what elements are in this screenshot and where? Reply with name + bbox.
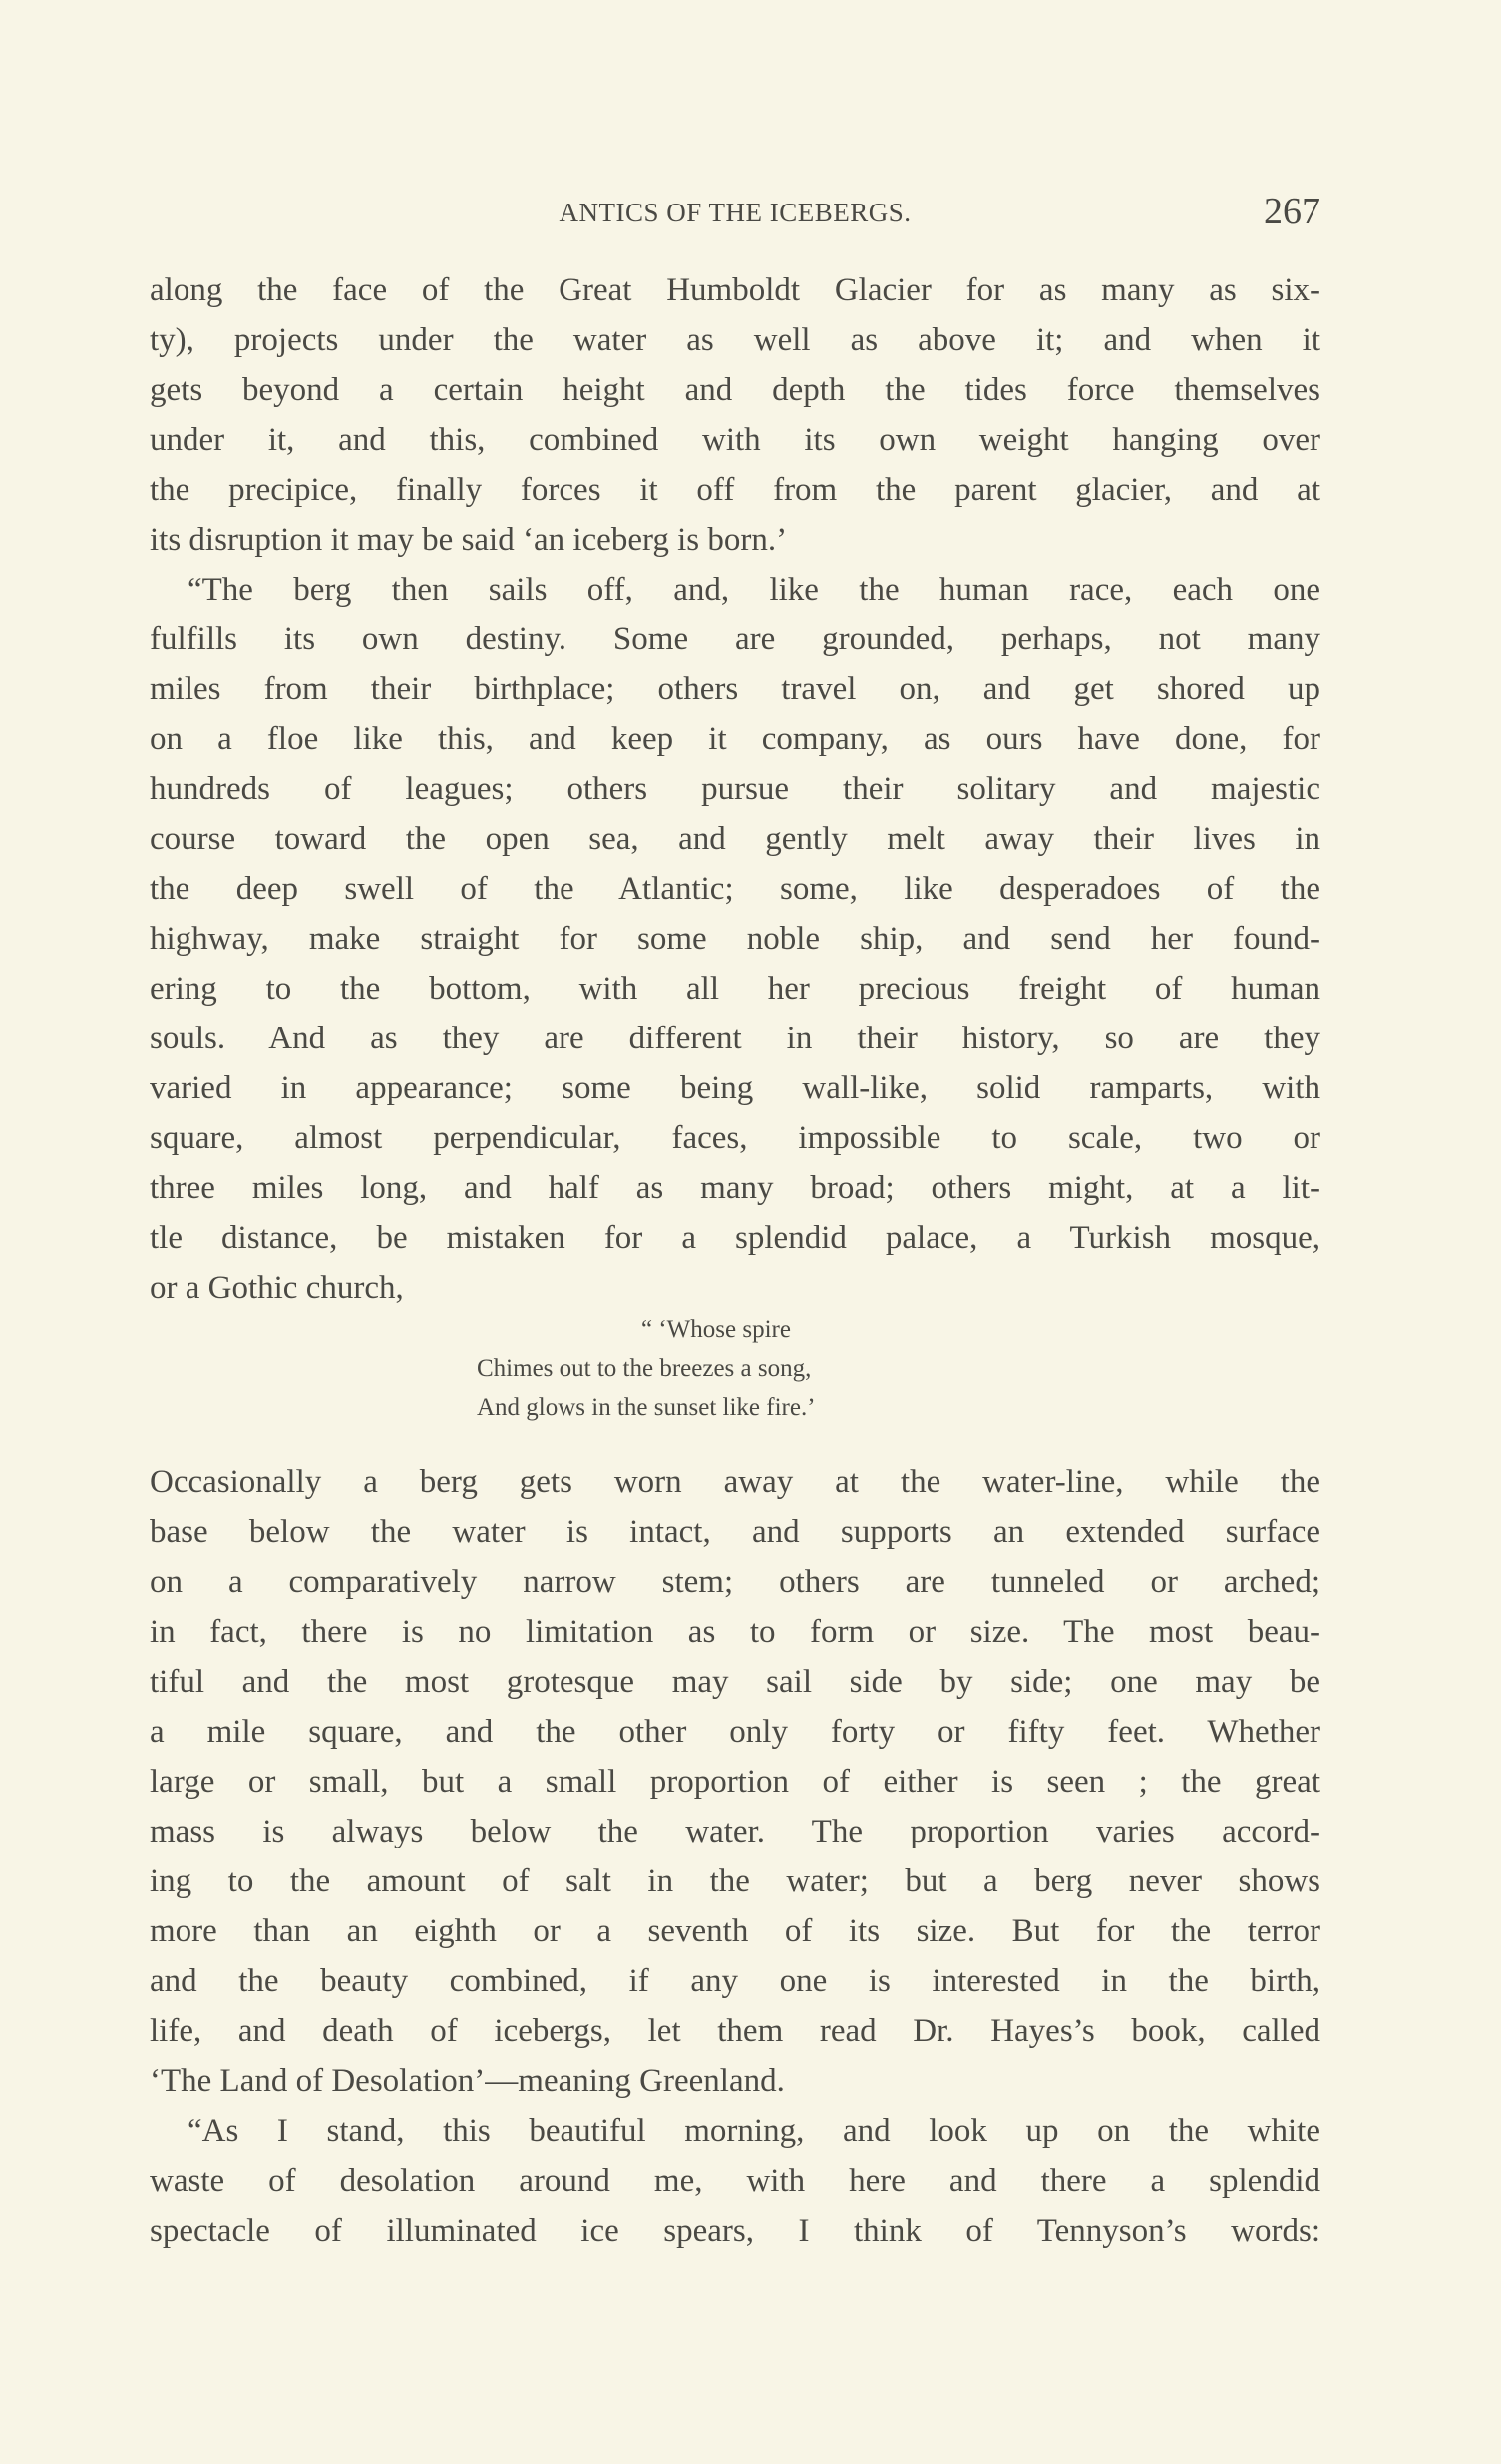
text-line: a mile square, and the other only forty or fifty feet. Whether: [150, 1714, 1320, 1750]
text-line: and the beauty combined, if any one is interested in the birth,: [150, 1963, 1320, 1999]
text-line: on a floe like this, and keep it company, as ours have done, for: [150, 721, 1320, 757]
text-line: “As I stand, this beautiful morning, and look up on the white: [188, 2113, 1320, 2149]
text-line: on a comparatively narrow stem; others are tunneled or arched;: [150, 1564, 1320, 1600]
text-line: mass is always below the water. The proportion varies accord-: [150, 1814, 1320, 1849]
text-line: ering to the bottom, with all her precious freight of human: [150, 971, 1320, 1007]
text-line: the precipice, finally forces it off from the parent glacier, and at: [150, 472, 1320, 508]
page-number: 267: [1264, 191, 1320, 232]
running-title: ANTICS OF THE ICEBERGS.: [559, 198, 912, 227]
text-line: life, and death of icebergs, let them read Dr. Hayes’s book, called: [150, 2013, 1320, 2049]
text-line: waste of desolation around me, with here and there a splendid: [150, 2163, 1320, 2199]
poem-line: Chimes out to the breezes a song,: [477, 1355, 812, 1382]
text-line: tiful and the most grotesque may sail side by side; one may be: [150, 1664, 1320, 1700]
body-text-block-1: [150, 265, 1320, 1313]
text-line: base below the water is intact, and supports an extended surface: [150, 1514, 1320, 1550]
poem-line: And glows in the sunset like fire.’: [477, 1394, 816, 1421]
body-text-block-2: [150, 1457, 1320, 2256]
text-line: in fact, there is no limitation as to form or size. The most beau-: [150, 1614, 1320, 1650]
text-line: along the face of the Great Humboldt Glacier for as many as six-: [150, 272, 1320, 308]
text-line: souls. And as they are different in their history, so are they: [150, 1021, 1320, 1056]
page-header: [150, 190, 1320, 239]
text-line: large or small, but a small proportion of either is seen ; the great: [150, 1764, 1320, 1800]
text-line: gets beyond a certain height and depth the tides force themselves: [150, 372, 1320, 408]
text-line: miles from their birthplace; others travel on, and get shored up: [150, 671, 1320, 707]
text-line: spectacle of illuminated ice spears, I think of Tennyson’s words:: [150, 2213, 1320, 2249]
text-line: the deep swell of the Atlantic; some, like desperadoes of the: [150, 871, 1320, 907]
text-line: its disruption it may be said ‘an iceberg is born.’: [150, 522, 788, 558]
text-line: more than an eighth or a seventh of its size. But for the terror: [150, 1913, 1320, 1949]
poem-quote: [477, 1310, 816, 1427]
text-line: ‘The Land of Desolation’—meaning Greenland.: [150, 2063, 785, 2099]
text-line: highway, make straight for some noble ship, and send her found-: [150, 921, 1320, 957]
text-line: Occasionally a berg gets worn away at the water-line, while the: [150, 1464, 1320, 1500]
poem-line: “ ‘Whose spire: [641, 1316, 791, 1343]
text-line: or a Gothic church,: [150, 1270, 404, 1306]
text-line: three miles long, and half as many broad; others might, at a lit-: [150, 1170, 1320, 1206]
text-line: fulfills its own destiny. Some are grounded, perhaps, not many: [150, 621, 1320, 657]
text-line: varied in appearance; some being wall-like, solid ramparts, with: [150, 1070, 1320, 1106]
text-line: hundreds of leagues; others pursue their solitary and majestic: [150, 771, 1320, 807]
text-line: “The berg then sails off, and, like the human race, each one: [188, 572, 1320, 608]
text-line: course toward the open sea, and gently melt away their lives in: [150, 821, 1320, 857]
text-line: under it, and this, combined with its own weight hanging over: [150, 422, 1320, 458]
text-line: ing to the amount of salt in the water; but a berg never shows: [150, 1863, 1320, 1899]
text-line: ty), projects under the water as well as above it; and when it: [150, 322, 1320, 358]
text-line: tle distance, be mistaken for a splendid palace, a Turkish mosque,: [150, 1220, 1320, 1256]
text-line: square, almost perpendicular, faces, impossible to scale, two or: [150, 1120, 1320, 1156]
